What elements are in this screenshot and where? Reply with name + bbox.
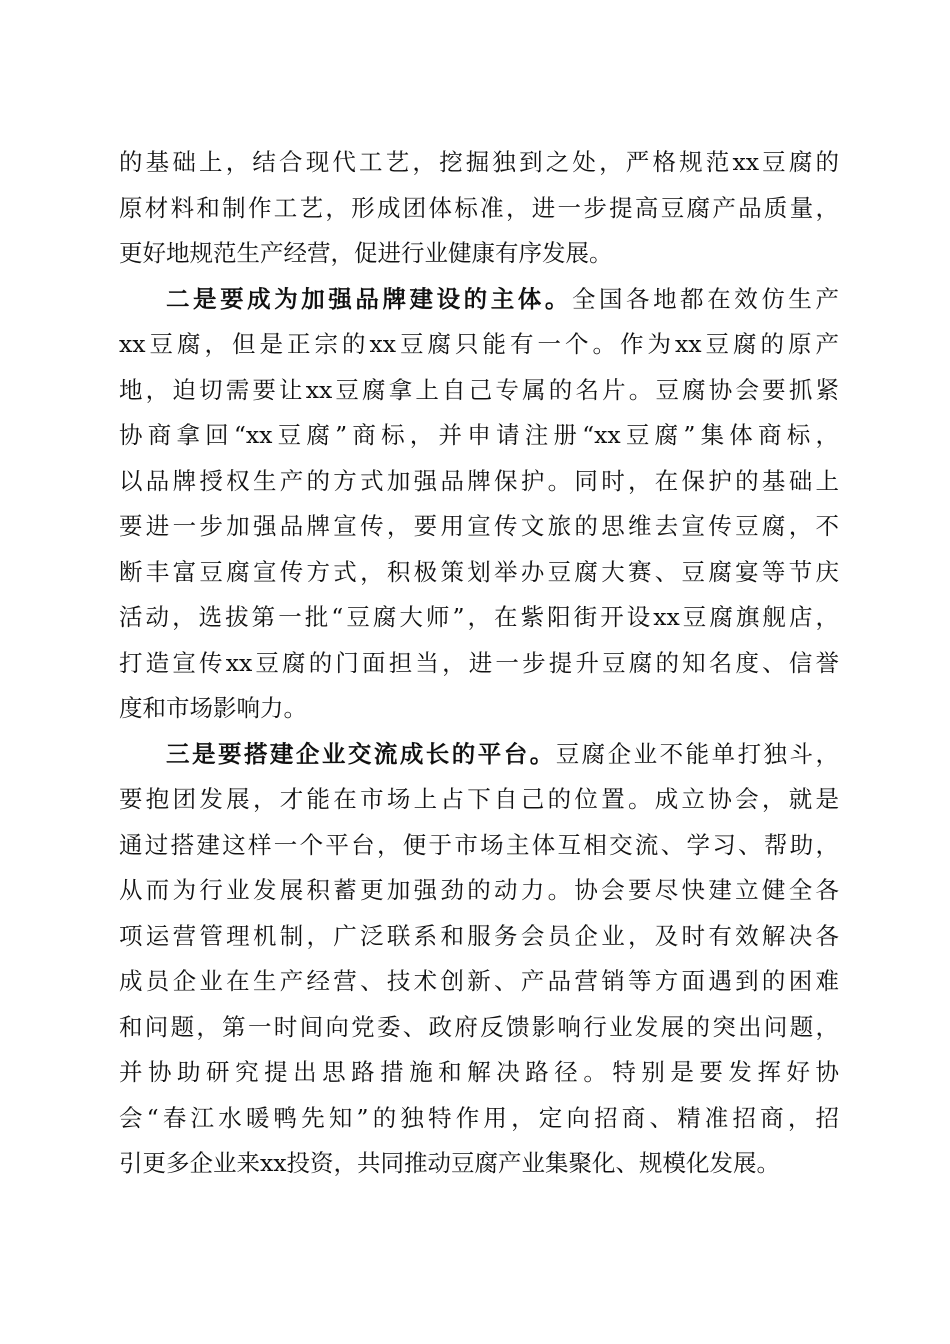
text-line: xx豆腐，但是正宗的xx豆腐只能有一个。作为xx豆腐的原产 — [119, 330, 839, 358]
text-line: 度和市场影响力。 — [119, 694, 307, 722]
text-line: 地，迫切需要让xx豆腐拿上自己专属的名片。豆腐协会要抓紧 — [119, 375, 839, 404]
text-line: 引更多企业来xx投资，共同推动豆腐产业集聚化、规模化发展。 — [119, 1149, 781, 1177]
text-line: 成员企业在生产经营、技术创新、产品营销等方面遇到的困难 — [119, 967, 839, 995]
text-line: 会“春江水暖鸭先知”的独特作用，定向招商、精准招商，招 — [119, 1103, 839, 1132]
text-line: 打造宣传xx豆腐的门面担当，进一步提升豆腐的知名度、信誉 — [119, 648, 839, 677]
text-line: 要进一步加强品牌宣传，要用宣传文旅的思维去宣传豆腐，不 — [119, 512, 839, 540]
text-line: 原材料和制作工艺，形成团体标准，进一步提高豆腐产品质量， — [119, 193, 839, 222]
text-line: 从而为行业发展积蓄更加强劲的动力。协会要尽快建立健全各 — [119, 876, 839, 904]
text-line: 并协助研究提出思路措施和解决路径。特别是要发挥好协 — [119, 1058, 839, 1086]
paragraph-2 — [119, 277, 839, 732]
paragraph-1 — [119, 140, 839, 277]
text-line: 通过搭建这样一个平台，便于市场主体互相交流、学习、帮助， — [119, 830, 839, 859]
text-span: 豆腐企业不能单打独斗， — [555, 739, 839, 768]
text-line: 协商拿回“xx豆腐”商标，并申请注册“xx豆腐”集体商标， — [119, 421, 839, 449]
text-span: 全国各地都在效仿生产 — [571, 284, 839, 313]
paragraph-3 — [119, 732, 839, 1187]
document-body — [119, 140, 839, 1187]
text-line: 要抱团发展，才能在市场上占下自己的位置。成立协会，就是 — [119, 785, 839, 813]
paragraph-lead-heading: 三是要搭建企业交流成长的平台。 — [166, 739, 556, 768]
paragraph-lead-heading: 二是要成为加强品牌建设的主体。 — [166, 284, 572, 313]
text-line: 项运营管理机制，广泛联系和服务会员企业，及时有效解决各 — [119, 921, 839, 950]
text-line: 的基础上，结合现代工艺，挖掘独到之处，严格规范xx豆腐的 — [119, 148, 839, 176]
text-line: 活动，选拔第一批“豆腐大师”，在紫阳街开设xx豆腐旗舰店， — [119, 603, 839, 631]
text-line: 和问题，第一时间向党委、政府反馈影响行业发展的突出问题， — [119, 1012, 839, 1041]
text-line: 更好地规范生产经营，促进行业健康有序发展。 — [119, 239, 613, 267]
text-line: 断丰富豆腐宣传方式，积极策划举办豆腐大赛、豆腐宴等节庆 — [119, 557, 839, 586]
text-line: 以品牌授权生产的方式加强品牌保护。同时，在保护的基础上 — [119, 466, 839, 495]
text-line — [119, 732, 839, 778]
text-line — [119, 277, 839, 323]
